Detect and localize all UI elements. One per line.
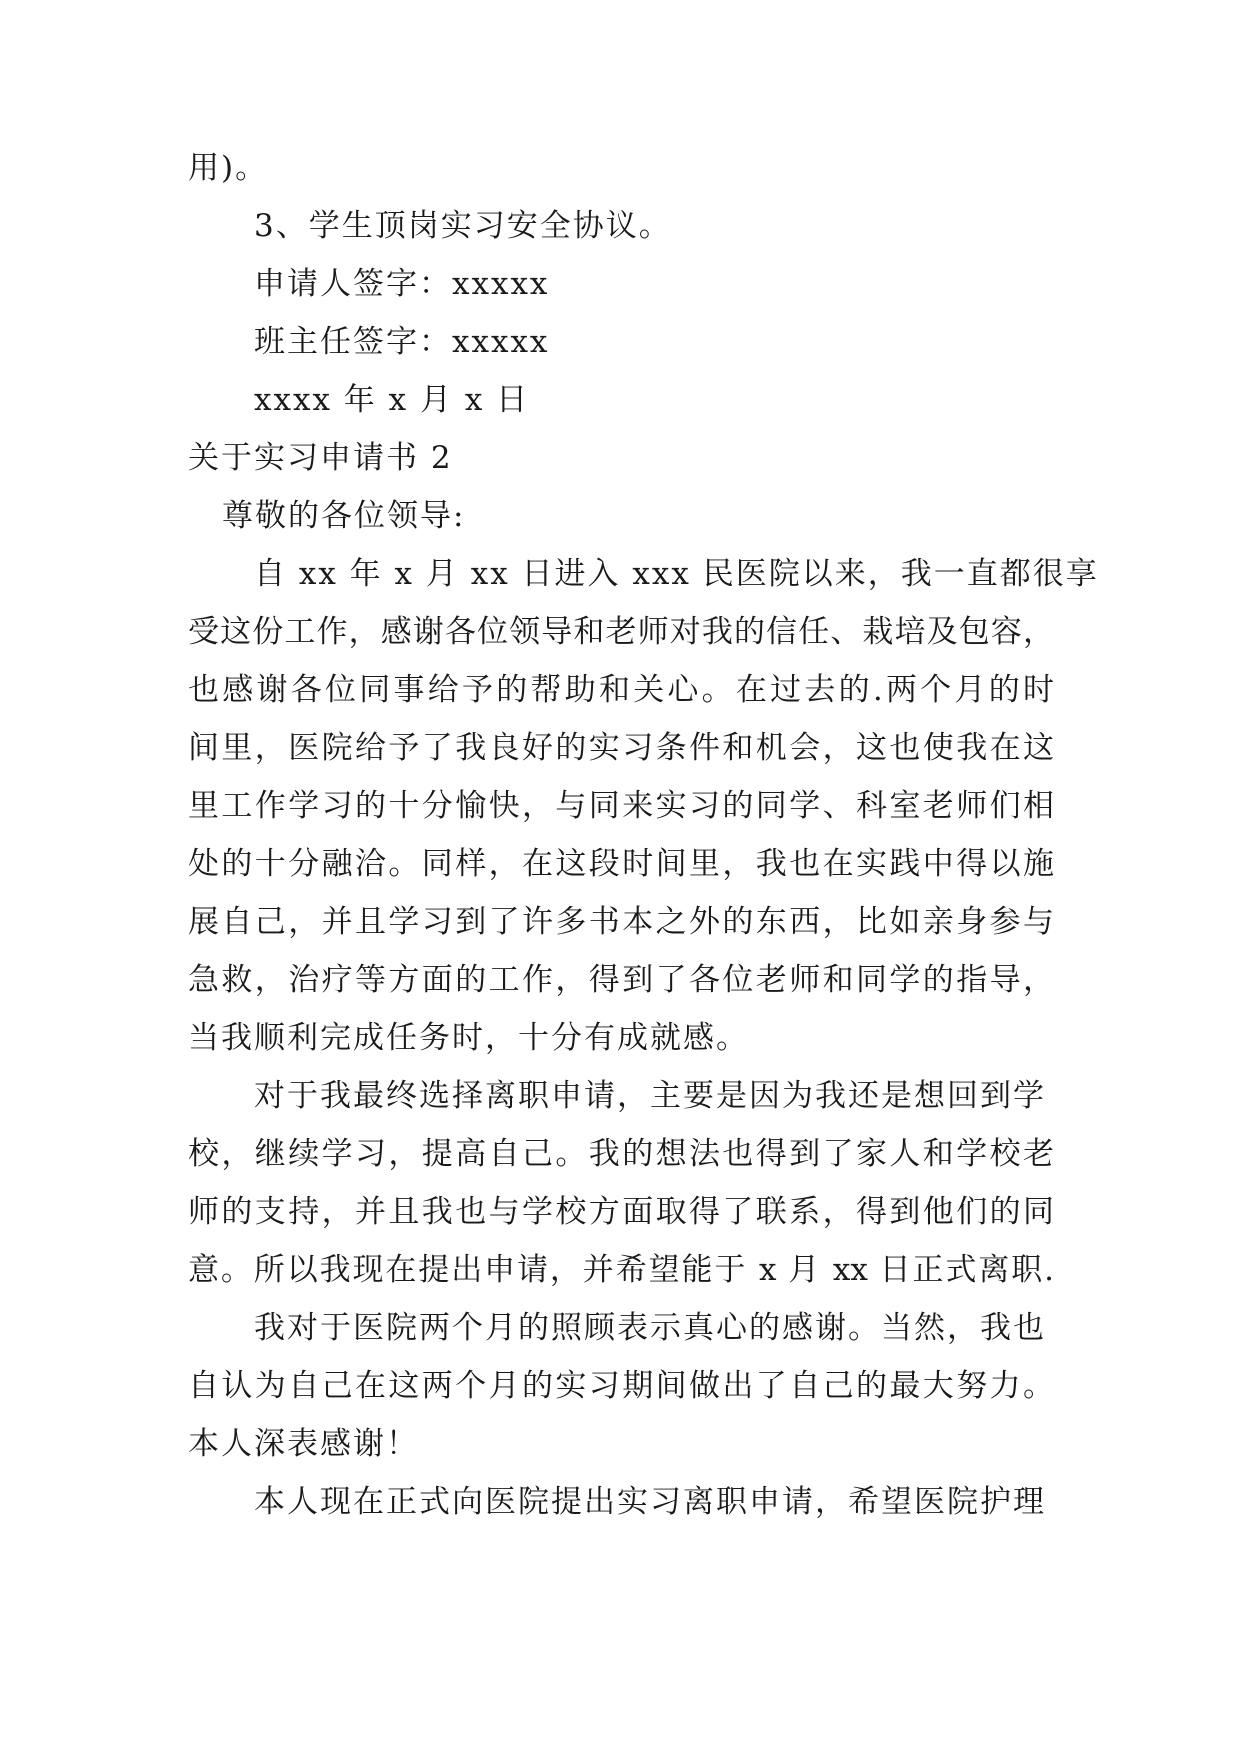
text-line: 也感谢各位同事给予的帮助和关心。在过去的.两个月的时: [188, 672, 1054, 708]
text-line: 我对于医院两个月的照顾表示真心的感谢。当然，我也: [254, 1310, 1046, 1346]
text-line: 里工作学习的十分愉快，与同来实习的同学、科室老师们相: [188, 788, 1054, 824]
text-line: 本人深表感谢！: [188, 1426, 419, 1462]
text-line: 师的支持，并且我也与学校方面取得了联系，得到他们的同: [188, 1194, 1054, 1230]
text-line: 本人现在正式向医院提出实习离职申请，希望医院护理: [254, 1484, 1046, 1520]
text-line: 受这份工作，感谢各位领导和老师对我的信任、栽培及包容，: [188, 614, 1054, 650]
text-line: 3、学生顶岗实习安全协议。: [254, 208, 672, 244]
text-line: 急救，治疗等方面的工作，得到了各位老师和同学的指导，: [188, 962, 1054, 998]
section-heading: 关于实习申请书 2: [188, 440, 453, 476]
text-line: 展自己，并且学习到了许多书本之外的东西，比如亲身参与: [188, 904, 1054, 940]
text-line: 班主任签字：xxxxx: [254, 324, 550, 360]
text-line: 处的十分融洽。同样，在这段时间里，我也在实践中得以施: [188, 846, 1054, 882]
text-line: 对于我最终选择离职申请，主要是因为我还是想回到学: [254, 1078, 1046, 1114]
text-line: 当我顺利完成任务时，十分有成就感。: [188, 1020, 749, 1056]
text-line: 意。所以我现在提出申请，并希望能于 x 月 xx 日正式离职.: [188, 1252, 1054, 1288]
text-line: 自 xx 年 x 月 xx 日进入 xxx 民医院以来，我一直都很享: [254, 556, 1099, 592]
text-line: 间里，医院给予了我良好的实习条件和机会，这也使我在这: [188, 730, 1054, 766]
text-line: 自认为自己在这两个月的实习期间做出了自己的最大努力。: [188, 1368, 1054, 1404]
salutation: 尊敬的各位领导:: [222, 498, 466, 534]
text-line: 申请人签字：xxxxx: [254, 266, 550, 302]
text-line: 用)。: [188, 150, 269, 186]
text-line: xxxx 年 x 月 x 日: [254, 382, 530, 418]
text-line: 校，继续学习，提高自己。我的想法也得到了家人和学校老: [188, 1136, 1054, 1172]
